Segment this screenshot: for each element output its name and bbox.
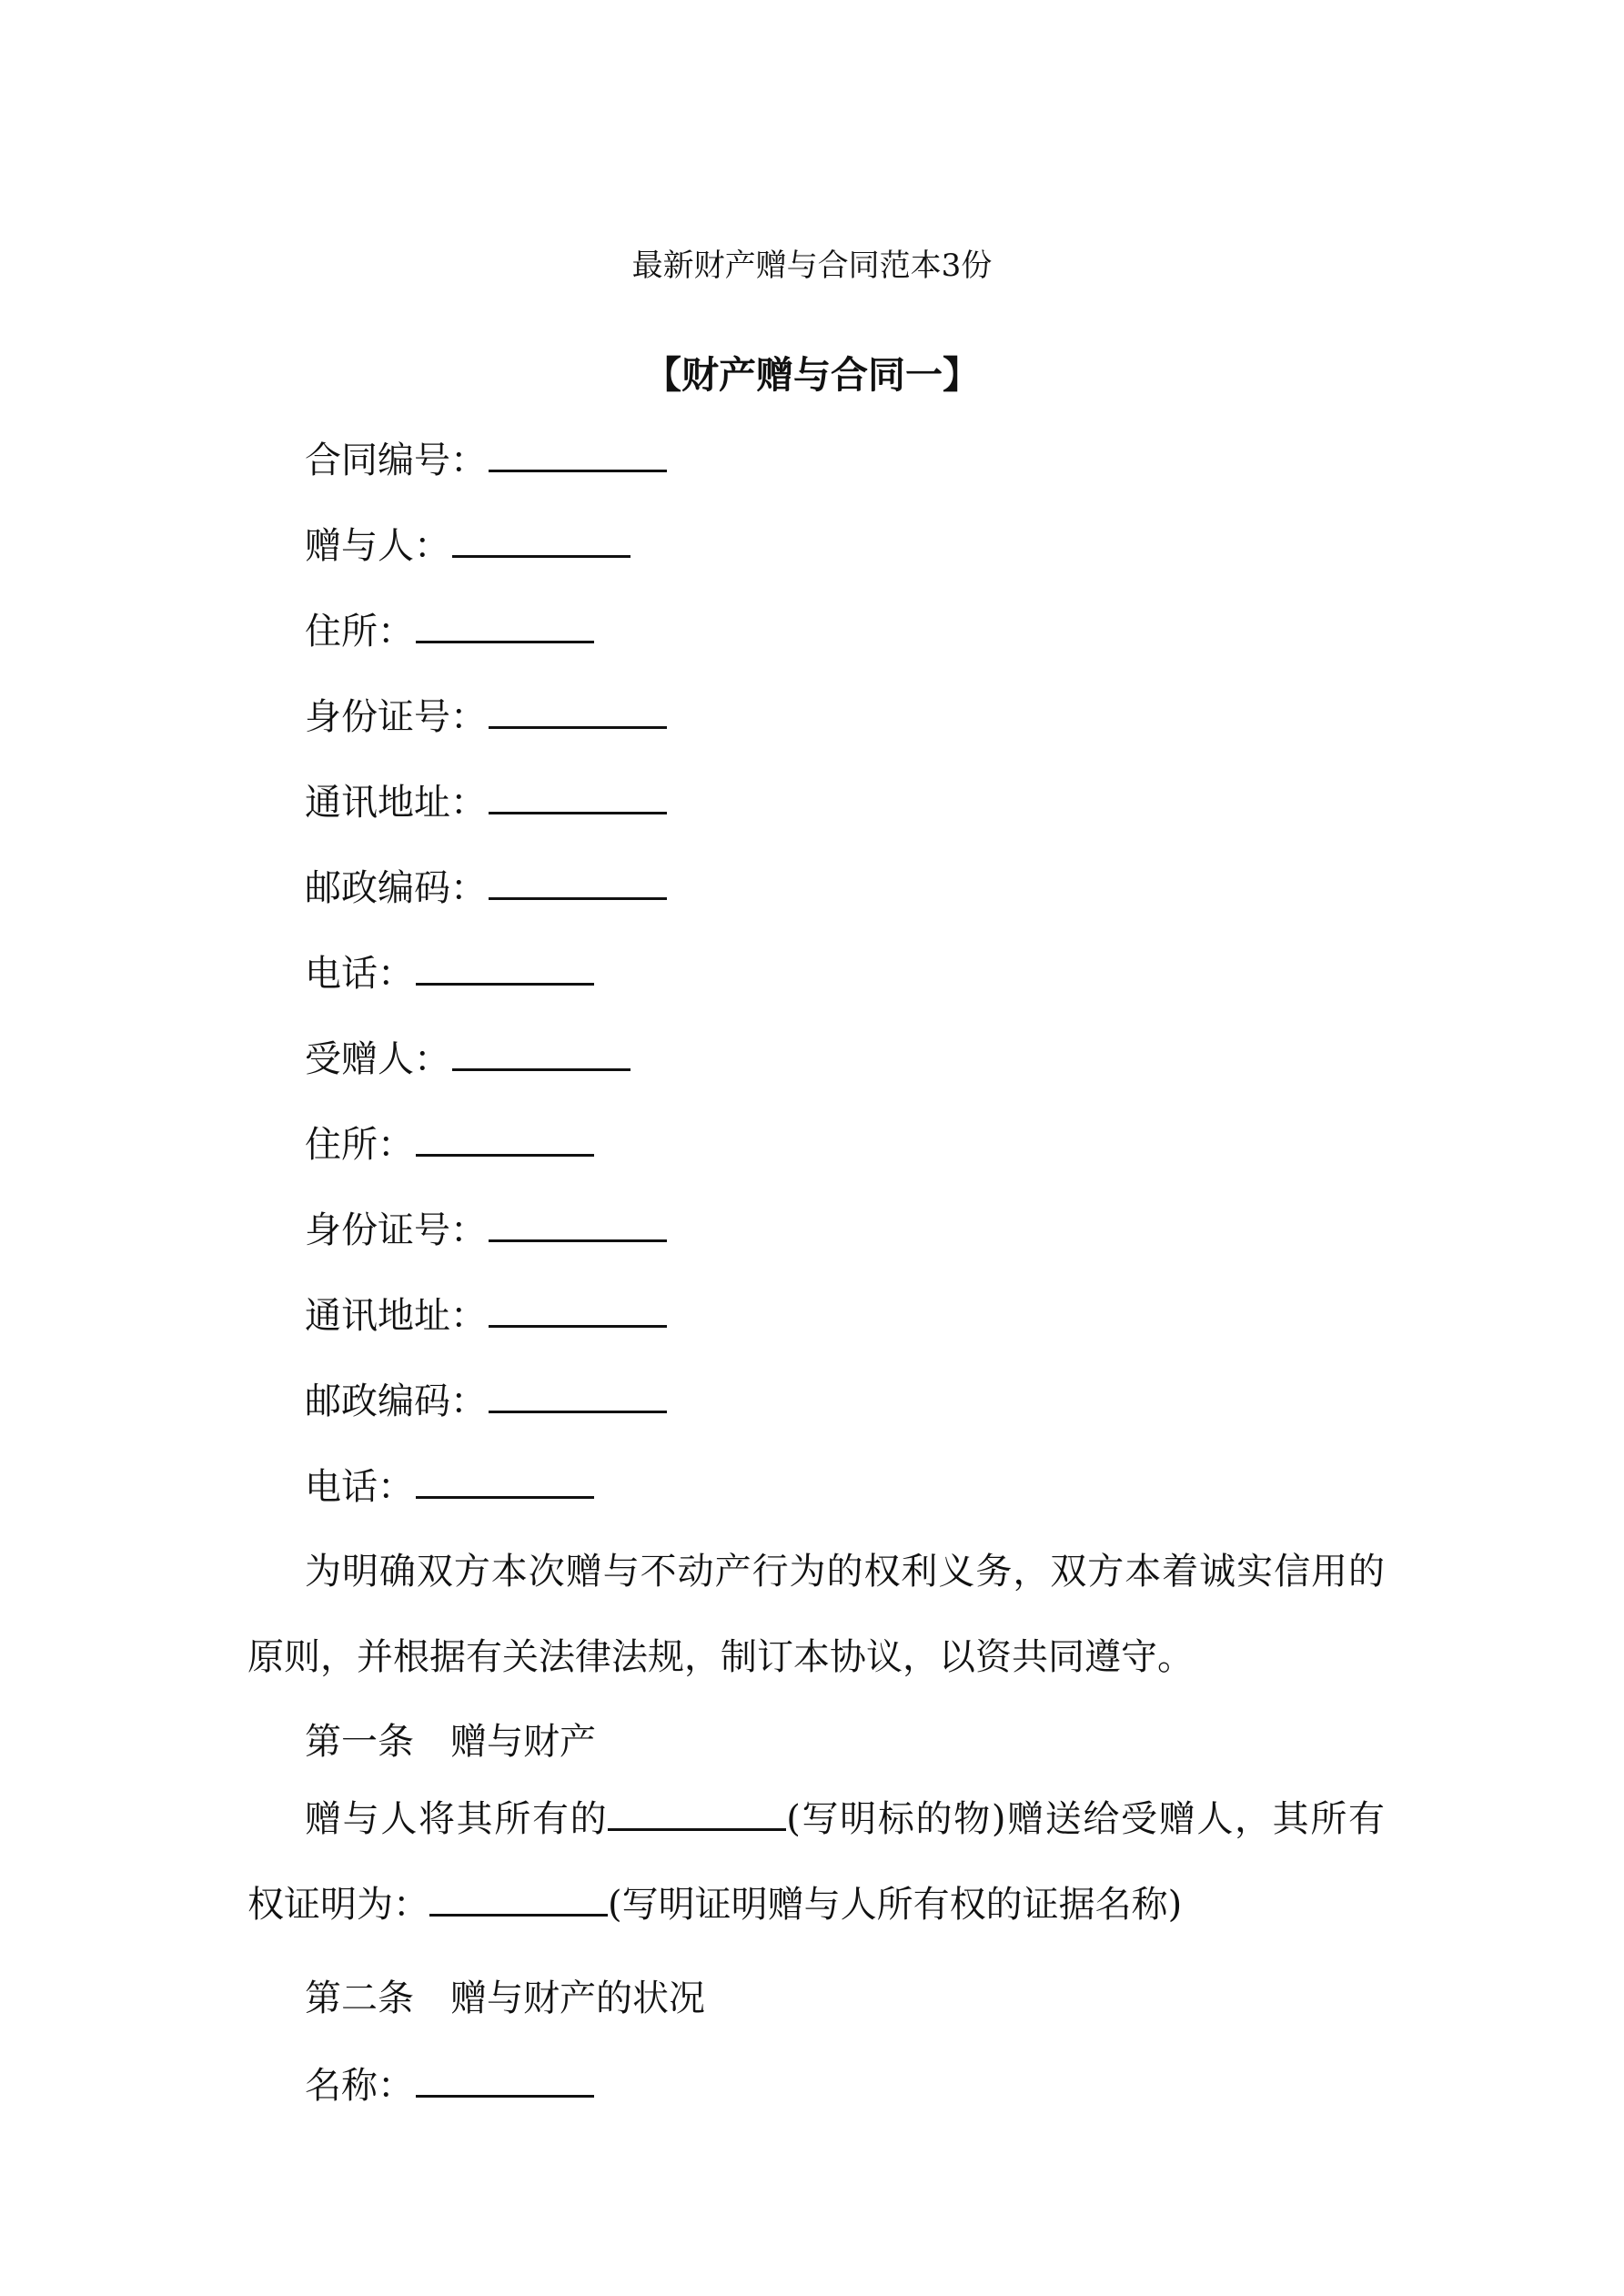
- field-label: 电话：: [305, 1466, 414, 1508]
- donee-mail-address-field: [305, 1289, 667, 1341]
- donor-postcode-field: [305, 861, 667, 914]
- article-1-paragraph: [247, 1776, 1385, 1947]
- donee-phone-field: [305, 1460, 594, 1512]
- donor-phone-field: [305, 946, 594, 999]
- field-label: 邮政编码：: [305, 867, 487, 909]
- blank-line: [416, 1118, 594, 1157]
- intro-paragraph: 为明确双方本次赠与不动产行为的权利义务，双方本着诚实信用的原则，并根据有关法律法规，制订本协议，以资共同遵守。: [247, 1551, 1385, 1678]
- blank-line: [489, 1203, 667, 1242]
- article-1-text: (写明证明赠与人所有权的证据名称): [608, 1884, 1183, 1926]
- field-label: 电话：: [305, 953, 414, 995]
- blank-line: [489, 1289, 667, 1328]
- donee-id-field: [305, 1203, 667, 1256]
- article-1-text: (写明标的物)赠送给受赠人，其所有权证明为：: [247, 1798, 1385, 1926]
- article-1-title: 第一条 赠与财产: [305, 1721, 596, 1763]
- blank-line: [489, 861, 667, 900]
- donee-address-field: [305, 1118, 594, 1170]
- blank-line: [452, 1032, 630, 1071]
- document-title: 最新财产赠与合同范本3份: [631, 248, 993, 284]
- donee-postcode-field: [305, 1374, 667, 1427]
- field-label: 赠与人：: [305, 525, 450, 567]
- blank-line: [416, 946, 594, 986]
- contract-number-field: [305, 433, 667, 486]
- field-label: 住所：: [305, 611, 414, 652]
- blank-line: [489, 1374, 667, 1413]
- blank-line: [489, 690, 667, 729]
- section-title: 【财产赠与合同一】: [644, 353, 980, 397]
- field-label: 身份证号：: [305, 1209, 487, 1251]
- field-label: 身份证号：: [305, 696, 487, 738]
- donor-id-field: [305, 690, 667, 743]
- blank-line: [489, 775, 667, 814]
- article-1-text: 赠与人将其所有的: [305, 1798, 609, 1840]
- field-label: 合同编号：: [305, 440, 487, 481]
- donor-mail-address-field: [305, 775, 667, 828]
- blank-line: [416, 604, 594, 643]
- field-label: 受赠人：: [305, 1038, 450, 1080]
- field-label: 通讯地址：: [305, 1295, 487, 1337]
- donor-field: [305, 519, 630, 571]
- item-name-field: [305, 2058, 594, 2111]
- field-label: 邮政编码：: [305, 1381, 487, 1422]
- blank-line: [452, 519, 630, 558]
- field-label: 住所：: [305, 1124, 414, 1166]
- blank-line: [429, 1877, 608, 1917]
- blank-line: [608, 1792, 786, 1831]
- field-label: 通讯地址：: [305, 782, 487, 824]
- field-label: 名称：: [305, 2065, 414, 2107]
- blank-line: [416, 2058, 594, 2098]
- blank-line: [489, 433, 667, 472]
- donee-field: [305, 1032, 630, 1085]
- blank-line: [416, 1460, 594, 1499]
- article-2-title: 第二条 赠与财产的状况: [305, 1977, 705, 2019]
- donor-address-field: [305, 604, 594, 657]
